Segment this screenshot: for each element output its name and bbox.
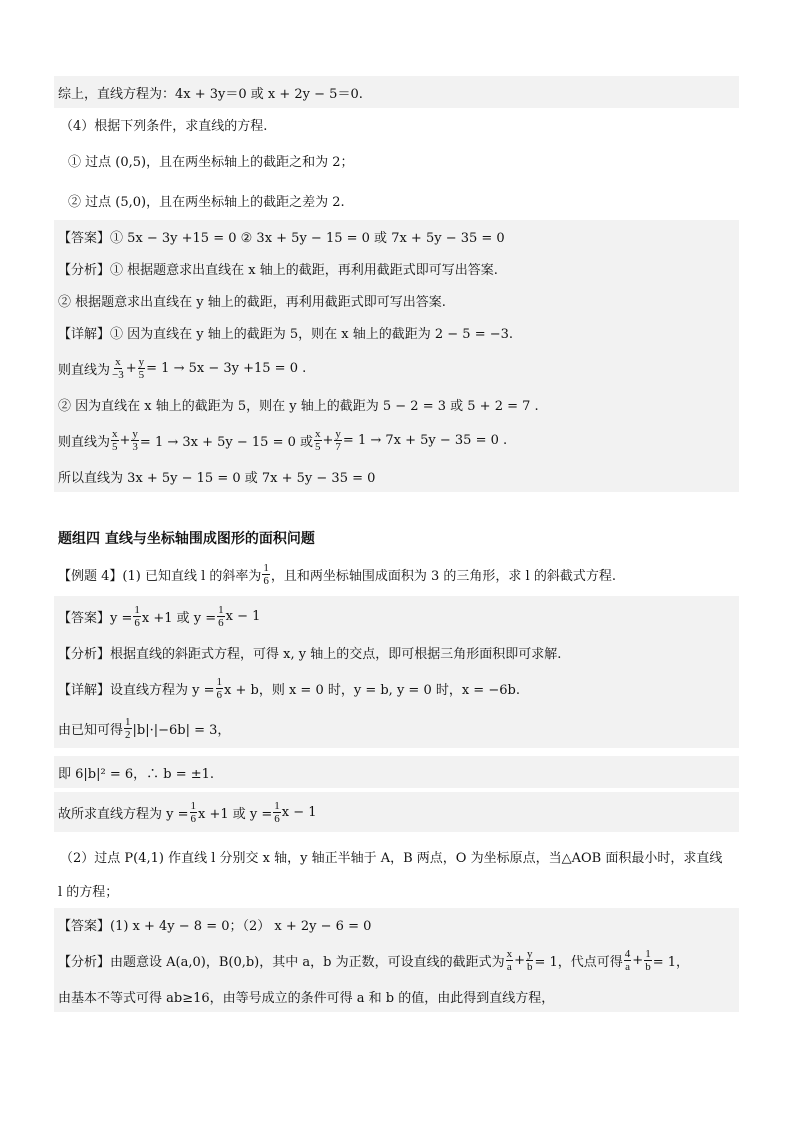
detail-9-prefix: 故所求直线方程为 y = <box>58 806 189 822</box>
detail-6-suffix: x + b，则 x = 0 时，y = b, y = 0 时，x = −6b. <box>224 682 520 698</box>
fraction-1-over-6-d <box>190 800 198 825</box>
fraction-x-over-5 <box>111 428 119 453</box>
frac-num: 1 <box>125 715 131 728</box>
frac-den: 5 <box>315 440 321 453</box>
plus-sign: + <box>632 952 644 968</box>
frac-den: 6 <box>216 688 223 701</box>
frac-den: 5 <box>138 368 145 381</box>
analysis-1-text: 【分析】① 根据题意求出直线在 x 轴上的截距，再利用截距式即可写出答案. <box>58 262 498 278</box>
frac-num: 1 <box>263 561 269 574</box>
fraction-1-over-6-b <box>217 604 225 629</box>
fraction-1-over-6-c <box>216 676 224 701</box>
frac-den: b <box>645 960 651 973</box>
frac-num: y <box>132 427 138 440</box>
frac-num: 1 <box>134 603 140 616</box>
answer-line-2 <box>54 596 739 636</box>
answer-2-prefix: 【答案】y = <box>58 610 133 626</box>
plus-sign: + <box>119 432 131 448</box>
detail-line-9 <box>54 792 739 832</box>
fraction-y-over-5 <box>138 356 146 381</box>
detail-1-text: 【详解】① 因为直线在 y 轴上的截距为 5，则在 x 轴上的截距为 2 − 5 = −3. <box>58 326 514 342</box>
summary-line <box>54 76 739 108</box>
condition-2 <box>54 184 739 216</box>
detail-line-6 <box>54 668 739 708</box>
analysis-4-suffix: = 1， <box>652 954 689 970</box>
detail-4-suffix: = 1 → 7x + 5y − 35 = 0 . <box>342 432 508 448</box>
frac-num: 1 <box>645 947 651 960</box>
fraction-1-over-b <box>644 948 652 973</box>
detail-4-prefix: 则直线为 <box>58 434 111 450</box>
detail-line-2 <box>54 348 739 388</box>
analysis-3-text: 【分析】根据直线的斜距式方程，可得 x, y 轴上的交点，即可根据三角形面积即可求解. <box>58 646 562 662</box>
question-4-heading <box>54 108 739 140</box>
example-4-prefix: 【例题 4】(1) 已知直线 l 的斜率为 <box>58 568 262 584</box>
answer-2-middle: x +1 或 y = <box>141 610 217 626</box>
detail-6-prefix: 【详解】设直线方程为 y = <box>58 682 215 698</box>
analysis-line-3 <box>54 636 739 668</box>
frac-num: y <box>138 355 145 368</box>
detail-line-5 <box>54 460 739 492</box>
answer-2-suffix: x − 1 <box>225 608 261 624</box>
detail-5-text: 所以直线为 3x + 5y − 15 = 0 或 7x + 5y − 35 = 0 <box>58 470 376 486</box>
detail-9-suffix: x − 1 <box>281 804 317 820</box>
fraction-1-over-6-e <box>273 800 281 825</box>
part-2-question-cont <box>54 874 739 906</box>
frac-num: 1 <box>190 799 197 812</box>
answer-line-1 <box>54 220 739 252</box>
frac-num: 4 <box>624 947 631 960</box>
frac-den: 6 <box>134 616 140 629</box>
frac-den: a <box>625 960 630 973</box>
analysis-5-text: 由基本不等式可得 ab≥16，由等号成立的条件可得 a 和 b 的值，由此得到直线方程， <box>58 990 555 1006</box>
part-2-question <box>54 840 739 872</box>
condition-1-text: ① 过点 (0,5)，且在两坐标轴上的截距之和为 2； <box>68 154 354 170</box>
condition-2-text: ② 过点 (5,0)，且在两坐标轴上的截距之差为 2. <box>68 194 345 210</box>
detail-4-middle: = 1 → 3x + 5y − 15 = 0 或 <box>139 434 314 450</box>
detail-line-4 <box>54 420 739 460</box>
plus-sign: + <box>125 360 137 376</box>
section-heading-text: 题组四 直线与坐标轴围成图形的面积问题 <box>58 531 315 547</box>
frac-den: 6 <box>218 616 224 629</box>
analysis-4-prefix: 【分析】由题意设 A(a,0)，B(0,b)，其中 a，b 为正数，可设直线的截距式为 <box>58 954 505 970</box>
detail-8-text: 即 6|b|² = 6，∴ b = ±1. <box>58 766 215 782</box>
frac-den: 6 <box>190 812 197 825</box>
detail-3-text: ② 因为直线在 x 轴上的截距为 5，则在 y 轴上的截距为 5 − 2 = 3 或 5 + 2 = 7 . <box>58 398 539 414</box>
analysis-line-1 <box>54 252 739 284</box>
summary-text: 综上，直线方程为：4x + 3y＝0 或 x + 2y − 5＝0. <box>58 86 363 102</box>
fraction-y-over-7 <box>334 428 342 453</box>
analysis-line-2 <box>54 284 739 316</box>
detail-7-prefix: 由已知可得 <box>58 722 124 738</box>
frac-num: x <box>506 947 513 960</box>
plus-sign: + <box>322 432 334 448</box>
detail-line-7 <box>54 708 739 748</box>
detail-line-1 <box>54 316 739 348</box>
frac-den: 7 <box>335 440 341 453</box>
fraction-1-over-6-a <box>133 604 141 629</box>
analysis-line-5 <box>54 980 739 1012</box>
analysis-line-4 <box>54 940 739 980</box>
answer-3-text: 【答案】(1) x + 4y − 8 = 0；（2） x + 2y − 6 = 0 <box>58 918 372 934</box>
fraction-y-over-3 <box>131 428 139 453</box>
plus-sign: + <box>514 952 525 968</box>
frac-den: 6 <box>263 574 269 587</box>
detail-2-suffix: = 1 → 5x − 3y +15 = 0 . <box>146 360 307 376</box>
analysis-4-middle: = 1，代点可得 <box>534 954 623 970</box>
example-4-question <box>54 554 739 594</box>
detail-line-3 <box>54 388 739 420</box>
frac-num: y <box>335 427 341 440</box>
frac-num: x <box>112 427 118 440</box>
analysis-2-text: ② 根据题意求出直线在 y 轴上的截距，再利用截距式即可写出答案. <box>58 294 446 310</box>
question-4-text: （4）根据下列条件，求直线的方程. <box>60 118 268 134</box>
fraction-4-over-a <box>624 948 632 973</box>
frac-num: 1 <box>274 799 280 812</box>
condition-1 <box>54 144 739 176</box>
frac-den: 5 <box>112 440 118 453</box>
part-2-text: （2）过点 P(4,1) 作直线 l 分别交 x 轴，y 轴正半轴于 A，B 两点，O 为坐标原点，当△AOB 面积最小时，求直线 <box>60 850 723 866</box>
detail-7-suffix: |b|·|−6b| = 3， <box>132 722 231 738</box>
fraction-x-over-5-b <box>314 428 322 453</box>
frac-num: 1 <box>216 675 223 688</box>
fraction-y-over-b <box>526 948 534 973</box>
frac-num: y <box>526 947 533 960</box>
detail-line-8 <box>54 756 739 788</box>
section-heading <box>54 522 739 554</box>
frac-den: a <box>506 960 512 973</box>
frac-num: x <box>315 427 321 440</box>
answer-1-text: 【答案】① 5x − 3y +15 = 0 ② 3x + 5y − 15 = 0 或 7x + 5y − 35 = 0 <box>58 230 505 246</box>
detail-9-middle: x +1 或 y = <box>198 806 273 822</box>
frac-den: b <box>526 960 533 973</box>
frac-den: 3 <box>132 440 138 453</box>
frac-num: 1 <box>218 603 224 616</box>
frac-den: 2 <box>125 728 131 741</box>
part-2-text-cont: l 的方程； <box>58 884 119 900</box>
frac-den: 6 <box>274 812 280 825</box>
fraction-1-over-2 <box>124 716 132 741</box>
answer-line-3 <box>54 908 739 940</box>
fraction-x-over-a <box>506 948 514 973</box>
example-4-suffix: ，且和两坐标轴围成面积为 3 的三角形，求 l 的斜截式方程. <box>270 568 616 584</box>
detail-2-prefix: 则直线为 <box>58 362 111 378</box>
frac-den: −3 <box>112 368 124 381</box>
frac-num: x <box>115 355 121 368</box>
fraction-1-over-6 <box>262 562 270 587</box>
fraction-x-over-neg3 <box>111 356 125 381</box>
